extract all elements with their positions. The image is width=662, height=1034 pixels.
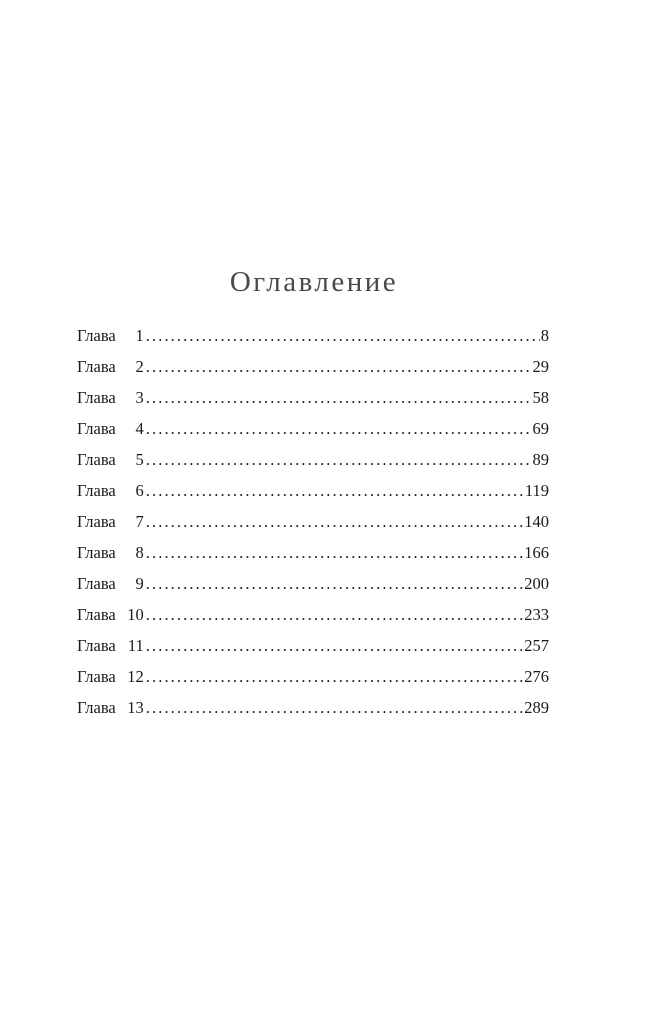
toc-entry-page: 119: [524, 481, 549, 500]
toc-entry-label: Глава: [77, 419, 116, 438]
toc-entry: [77, 320, 549, 351]
toc-entry-label: Глава: [77, 543, 116, 562]
dot-leader: [146, 320, 540, 351]
dot-leader: [146, 413, 532, 444]
toc-entry-label: Глава: [77, 388, 116, 407]
toc-entry: [77, 475, 549, 506]
toc-entry: [77, 630, 549, 661]
toc-entry-number: 5: [135, 450, 144, 469]
dot-leader: [146, 351, 532, 382]
toc-entry-number: 13: [127, 698, 144, 717]
toc-entry-page: 140: [524, 512, 549, 531]
table-of-contents: [77, 320, 549, 723]
dot-leader: [146, 506, 523, 537]
toc-entry: [77, 692, 549, 723]
toc-entry-page: 69: [532, 419, 549, 438]
toc-entry-label: Глава: [77, 667, 116, 686]
dot-leader: [146, 475, 524, 506]
toc-entry-number: 11: [127, 636, 144, 655]
dot-leader: [146, 537, 523, 568]
toc-entry-label: Глава: [77, 574, 116, 593]
toc-entry: [77, 382, 549, 413]
toc-entry-label: Глава: [77, 636, 116, 655]
toc-entry: [77, 661, 549, 692]
page-title: Оглавление: [229, 266, 399, 298]
toc-entry-page: 233: [524, 605, 549, 624]
toc-entry-page: 257: [524, 636, 549, 655]
toc-entry-page: 276: [524, 667, 549, 686]
toc-entry-page: 58: [532, 388, 549, 407]
toc-entry-number: 6: [135, 481, 144, 500]
toc-entry-number: 2: [135, 357, 144, 376]
toc-entry-number: 8: [135, 543, 144, 562]
toc-entry: [77, 351, 549, 382]
dot-leader: [146, 661, 523, 692]
toc-entry-number: 7: [135, 512, 144, 531]
toc-entry-number: 1: [135, 326, 144, 345]
toc-entry-number: 10: [127, 605, 144, 624]
toc-entry-number: 3: [135, 388, 144, 407]
toc-entry: [77, 568, 549, 599]
dot-leader: [146, 568, 523, 599]
toc-entry-page: 8: [540, 326, 549, 345]
dot-leader: [146, 630, 523, 661]
toc-entry-page: 200: [524, 574, 549, 593]
toc-entry-page: 29: [532, 357, 549, 376]
toc-entry-label: Глава: [77, 326, 116, 345]
toc-entry: [77, 444, 549, 475]
toc-entry-label: Глава: [77, 481, 116, 500]
toc-entry-page: 89: [532, 450, 549, 469]
toc-entry-number: 12: [127, 667, 144, 686]
toc-entry: [77, 506, 549, 537]
dot-leader: [146, 382, 532, 413]
toc-entry-label: Глава: [77, 605, 116, 624]
toc-entry: [77, 537, 549, 568]
toc-entry-page: 289: [524, 698, 549, 717]
toc-entry-page: 166: [524, 543, 549, 562]
toc-entry: [77, 413, 549, 444]
toc-entry: [77, 599, 549, 630]
toc-entry-label: Глава: [77, 450, 116, 469]
toc-entry-number: 9: [135, 574, 144, 593]
toc-entry-label: Глава: [77, 698, 116, 717]
dot-leader: [146, 692, 523, 723]
dot-leader: [146, 444, 532, 475]
toc-entry-label: Глава: [77, 512, 116, 531]
toc-entry-number: 4: [135, 419, 144, 438]
toc-entry-label: Глава: [77, 357, 116, 376]
dot-leader: [146, 599, 523, 630]
